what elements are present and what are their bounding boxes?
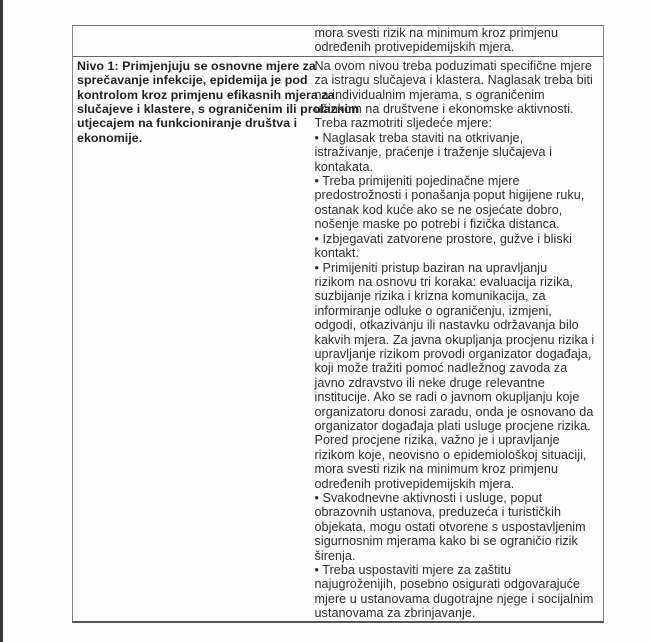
level-heading-line: kontrolom kroz primjenu efikasnih mjera za	[77, 87, 335, 102]
level-heading-line: ekonomije.	[77, 130, 143, 145]
text-line: institucije. Ako se radi o javnom okupljanju koje	[314, 390, 580, 405]
text-line: • Svakodnevne aktivnosti i usluge, poput	[314, 491, 543, 505]
text-line: obrazovnih ustanova, preduzeća i turističkih	[314, 505, 562, 520]
text-line: javno zdravstvo ili neke druge relevantne	[314, 375, 545, 390]
text-line: za istragu slučajeva i klastera. Naglasak treba biti	[314, 73, 593, 88]
measures-table	[72, 25, 604, 623]
text-line: mora svesti rizik na minimum kroz primjenu	[314, 462, 559, 477]
bullet-item-risk-management	[315, 261, 604, 492]
table-row-continuation	[73, 26, 604, 57]
bullet-item-daily-activities	[315, 491, 604, 563]
text-line: učinkom na društvene i ekonomske aktivnosti.	[314, 102, 574, 117]
text-line: koji može tražiti pomoć nadležnog zavoda za	[314, 361, 568, 376]
text-line: Na ovom nivou treba poduzimati specifične mjere	[314, 58, 592, 73]
text-line: najugroženijih, posebno osigurati odgovarajuće	[314, 577, 581, 592]
text-line: Pored procjene rizika, važno je i upravljanje	[314, 433, 560, 448]
text-line: širenja.	[314, 548, 356, 563]
table-row-nivo-1	[73, 56, 604, 621]
text-line: kakvih mjera. Za javna okupljanja procjenu rizika i	[314, 332, 595, 347]
text-line: kontakt.	[314, 246, 360, 261]
text-line: Treba razmotriti sljedeće mjere:	[314, 116, 492, 131]
text-line: nošenje maske po potrebi i fizička distanca.	[314, 217, 560, 232]
text-line: • Izbjegavati zatvorene prostore, gužve i bliski	[314, 231, 572, 246]
text-line: rizikom koje, neovisno o epidemiološkoj situaciji,	[314, 447, 587, 462]
level-heading-line: slučajeve i klastere, s ograničenim ili prolaznim	[77, 102, 360, 117]
text-line: • Treba uspostaviti mjere za zaštitu	[314, 563, 512, 578]
text-line: mora svesti rizik na minimum kroz primjenu	[314, 26, 559, 40]
text-line: • Naglasak treba staviti na otkrivanje,	[314, 130, 524, 145]
text-line: ustanovama za zbrinjavanje.	[314, 606, 476, 621]
bullet-item-detection	[315, 131, 604, 174]
level-cell-empty	[73, 26, 313, 57]
bullet-item-individual-measures	[315, 174, 604, 232]
text-line: sigurnosnim mjerama kako bi se ograničio rizik	[314, 534, 578, 549]
document-page	[3, 0, 650, 642]
text-line: objekata, mogu ostati otvorene s uspostavljenim	[314, 519, 586, 534]
bullet-item-protect-vulnerable	[315, 563, 604, 621]
text-line: upravljanje rizikom provodi organizator događaja,	[314, 346, 592, 361]
text-line: • Primijeniti pristup baziran na upravljanju	[314, 260, 548, 275]
text-line: • Treba primijeniti pojedinačne mjere	[314, 174, 520, 189]
level-heading-line: sprečavanje infekcije, epidemija je pod	[77, 73, 308, 88]
text-line: informiranje odluke o ograničenju, izmjeni,	[314, 303, 552, 318]
description-cell-continuation	[313, 26, 604, 57]
text-line: kontakata.	[314, 159, 374, 174]
text-line: predostrožnosti i ponašanja poput higijene ruku,	[314, 188, 585, 203]
level-heading-line: Nivo 1: Primjenjuju se osnovne mjere za	[77, 58, 316, 73]
text-line: odgodi, otkazivanju ili nastavku održavanja bilo	[314, 318, 579, 333]
text-line: ostanak kod kuće ako se ne osjećate dobro,	[314, 202, 563, 217]
text-line: suzbijanje rizika i krizna komunikacija, za	[314, 289, 546, 304]
text-line: mjere u ustanovama dugotrajne njege i socijalnim	[314, 591, 594, 606]
description-cell	[313, 56, 604, 621]
text-line: istraživanje, praćenje i traženje slučajeva i	[314, 145, 552, 160]
text-line: određenih protivepidemijskih mjera.	[314, 476, 515, 491]
level-heading-line: utjecajem na funkcioniranje društva i	[77, 116, 298, 131]
text-line: organizator događaja plati usluge procjene rizika.	[314, 418, 591, 433]
intro-paragraph	[315, 59, 604, 131]
text-line: rizikom na osnovu tri koraka: evaluacija rizika,	[314, 274, 574, 289]
text-line: određenih protivepidemijskih mjera.	[314, 40, 515, 55]
bullet-item-avoid-crowds	[315, 232, 604, 261]
text-line: organizatoru donosi zaradu, onda je osnovano da	[314, 404, 594, 419]
text-line: na individualnim mjerama, s ograničenim	[314, 87, 545, 102]
